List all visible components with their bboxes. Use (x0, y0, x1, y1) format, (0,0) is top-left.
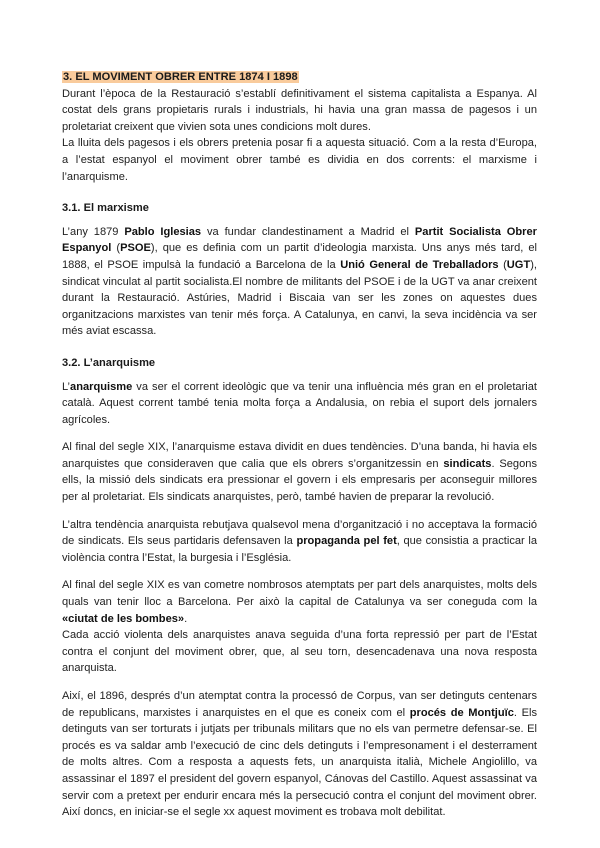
text-run: ( (111, 242, 121, 255)
text-run: . Segons ells, la missió dels sindicats era pressionar el govern i els empresaris per aconseguir millores per al proletariat. Els sindicats anarquistes, però, també havien de preparar la revolució. (62, 457, 537, 504)
text-run: . Els detinguts van ser torturats i jutjats per tribunals militars que no els van permetre defensar-se. El procés es va saldar amb l’execució de cinc dels detinguts i l’empresonament i el desterrament de molts altres. Com a resposta a aquests fets, un anarquista italià, Michele Angiolillo, va assassinar el 1897 el president del govern espanyol, Cánovas del Castillo. Aquest assassinat va servir com a pretext per endurir encara més la persecució contra el conjunt del moviment obrer. Així doncs, en iniciar-se el segle xx aquest moviment es trobava molt debilitat. (62, 706, 538, 819)
anarquisme-paragraph-1 (62, 379, 537, 429)
bold-psoe-full: Partit Socialista Obrer Espanyol (62, 225, 537, 255)
anarquisme-paragraph-2 (62, 439, 537, 505)
marxisme-heading: 3.1. El marxisme (62, 202, 149, 215)
text-run: L’any 1879 (62, 225, 125, 238)
section-heading-highlight: 3. EL MOVIMENT OBRER ENTRE 1874 I 1898 (63, 71, 298, 83)
section-heading (62, 69, 537, 86)
bold-sindicats: sindicats (443, 457, 492, 470)
bold-propaganda-pel-fet: propaganda pel fet (296, 535, 397, 548)
bold-ugt: UGT (506, 258, 531, 271)
text-run: L’ (62, 380, 71, 393)
anarquisme-paragraph-3 (62, 517, 537, 567)
bold-ugt-full: Unió General de Treballadors (340, 258, 499, 271)
text-run: va fundar clandestinament a Madrid el (201, 225, 415, 238)
bold-proces-de-montjuic: procés de Montjuïc (409, 706, 514, 719)
text-run: ( (498, 258, 507, 271)
text-run: va ser el corrent ideològic que va tenir una influència més gran en el proletariat català. Aquest corrent també tenia molta força a Andalusia, on rebia el suport dels jornalers agrícoles. (62, 380, 537, 426)
marxisme-paragraph (62, 224, 537, 340)
text-run: ), sindicat vinculat al partit socialista.El nombre de militants del PSOE i de la UGT va anar creixent durant la Restauració. Astúries, Madrid i Biscaia van ser les zones on aquestes dues organitzacions marxistes van tenir més força. A Catalunya, en canvi, la seva incidència va ser més aviat escassa. (62, 258, 537, 338)
text-run: . (184, 612, 188, 625)
anarquisme-paragraph-6 (62, 688, 537, 821)
intro-paragraph-1: Durant l’època de la Restauració s’establí definitivament el sistema capitalista a Espanya. Al costat dels grans propietaris rurals i industrials, hi havia una gran massa de pagesos i un proletariat creixent que vivien sota unes condicions molt dures. (62, 87, 537, 133)
text-run: L’altra tendència anarquista rebutjava qualsevol mena d’organització i no acceptava la formació de sindicats. Els seus partidaris defensaven la (62, 518, 537, 548)
text-run: , que consistia a practicar la violència contra l’Estat, la burgesia i l’Església. (62, 535, 537, 564)
text-run: Al final del segle XIX, l’anarquisme estava dividit en dues tendències. D’una banda, hi havia els anarquistes que consideraven que calia que els obrers s’organitzessin en (62, 441, 537, 470)
text-run: Al final del segle XIX es van cometre nombrosos atemptats per part dels anarquistes, molts dels quals van tenir lloc a Barcelona. Per això la capital de Catalunya va ser coneguda com la (62, 579, 537, 609)
bold-anarquisme: anarquisme (70, 380, 133, 393)
intro-paragraph-2: La lluita dels pagesos i els obrers pretenia posar fi a aquesta situació. Com a la resta d’Europa, a l’estat espanyol el moviment obrer també es dividia en dos corrents: el marxisme i l’anarquisme. (62, 137, 537, 183)
anarquisme-heading: 3.2. L’anarquisme (62, 356, 156, 369)
text-run: ), que es definia com un partit d’ideologia marxista. Uns anys més tard, el 1888, el PSOE impulsà la fundació a Barcelona de la (62, 242, 537, 271)
bold-pablo-iglesias: Pablo Iglesias (124, 225, 202, 238)
anarquisme-paragraph-4 (62, 577, 537, 627)
bold-ciutat-de-les-bombes: «ciutat de les bombes» (62, 612, 185, 625)
document-body (62, 69, 537, 821)
text-run: Així, el 1896, després d’un atemptat contra la processó de Corpus, van ser detinguts centenars de republicans, marxistes i anarquistes en el que es coneix com el (62, 690, 537, 719)
bold-psoe: PSOE (120, 242, 151, 255)
anarquisme-paragraph-5: Cada acció violenta dels anarquistes anava seguida d’una forta repressió per part de l’Estat contra el conjunt del moviment obrer, que, al seu torn, desencadenava una nova resposta anarquista. (62, 629, 537, 675)
